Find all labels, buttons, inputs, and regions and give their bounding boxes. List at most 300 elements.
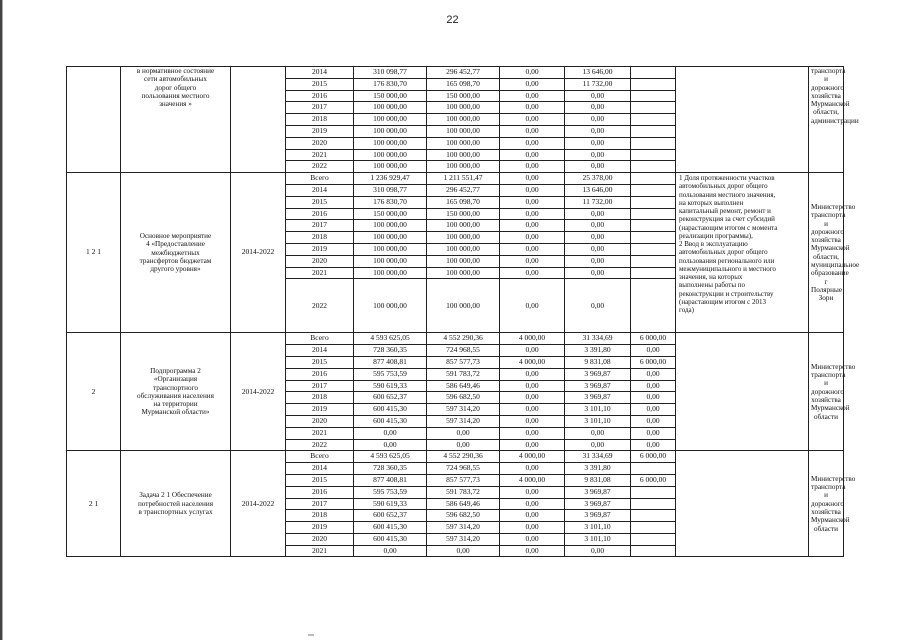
row-other-sources: 6 000,00 <box>631 474 676 486</box>
indicator-line: (нарастающим итогом с момента <box>679 223 778 232</box>
row-local-budget: 25 378,00 <box>565 173 631 185</box>
row-federal-budget: 0,00 <box>500 380 565 392</box>
row-regional-budget: 150 000,00 <box>427 90 500 102</box>
row-local-budget: 0,00 <box>565 90 631 102</box>
row-regional-budget: 724 968,55 <box>427 345 500 357</box>
row-year: 2019 <box>286 125 354 137</box>
row-regional-budget: 586 649,46 <box>427 498 500 510</box>
row-total: 0,00 <box>354 545 427 557</box>
row-local-budget: 3 969,87 <box>565 498 631 510</box>
row-other-sources <box>631 232 676 244</box>
row-regional-budget: 100 000,00 <box>427 220 500 232</box>
row-other-sources: 0,00 <box>631 380 676 392</box>
row-total: 1 236 929,47 <box>354 173 427 185</box>
row-federal-budget: 0,00 <box>500 279 565 333</box>
row-federal-budget: 4 000,00 <box>500 356 565 368</box>
row-federal-budget: 4 000,00 <box>500 451 565 463</box>
row-other-sources: 6 000,00 <box>631 451 676 463</box>
row-other-sources: 0,00 <box>631 439 676 451</box>
row-local-budget: 0,00 <box>565 279 631 333</box>
row-federal-budget: 0,00 <box>500 208 565 220</box>
executor-line: Мурманской <box>811 244 850 253</box>
indicator-line: пользования местного значения, <box>679 190 776 199</box>
row-year: 2021 <box>286 427 354 439</box>
executor-line: администрации <box>811 116 859 125</box>
row-federal-budget: 0,00 <box>500 114 565 126</box>
row-federal-budget: 0,00 <box>500 427 565 439</box>
row-other-sources <box>631 196 676 208</box>
row-federal-budget: 0,00 <box>500 243 565 255</box>
row-federal-budget: 0,00 <box>500 196 565 208</box>
row-regional-budget: 596 682,50 <box>427 510 500 522</box>
row-regional-budget: 4 552 290,36 <box>427 451 500 463</box>
indicator-line: реконструкция за счет субсидий <box>679 215 775 224</box>
indicator-line: реализации программы), <box>679 231 753 240</box>
row-total: 600 652,37 <box>354 510 427 522</box>
indicator-line: 1 Доля протяженности участков <box>679 174 775 183</box>
executor-line: Полярные Зори <box>811 285 843 303</box>
row-total: 4 593 625,05 <box>354 451 427 463</box>
indicator-line: года) <box>679 306 694 315</box>
indicator-line: выполнены работы по <box>679 281 746 290</box>
item-title-line: межбюджетных <box>151 248 200 257</box>
row-local-budget: 3 101,10 <box>565 404 631 416</box>
row-year: 2021 <box>286 267 354 279</box>
row-federal-budget: 0,00 <box>500 102 565 114</box>
row-other-sources <box>631 149 676 161</box>
row-federal-budget: 0,00 <box>500 345 565 357</box>
row-federal-budget: 4 000,00 <box>500 474 565 486</box>
indicator-line: автомобильных дорог общего <box>679 248 768 257</box>
row-total: 728 360,35 <box>354 463 427 475</box>
row-total: 600 415,30 <box>354 415 427 427</box>
indicator-line: капитальный ремонт, ремонт и <box>679 207 771 216</box>
item-executors <box>809 67 859 173</box>
row-other-sources <box>631 173 676 185</box>
row-year: 2022 <box>286 161 354 173</box>
row-year: 2019 <box>286 243 354 255</box>
row-total: 100 000,00 <box>354 255 427 267</box>
row-total: 100 000,00 <box>354 267 427 279</box>
executor-line: хозяйства <box>811 395 841 404</box>
row-year: 2022 <box>286 439 354 451</box>
row-other-sources <box>631 533 676 545</box>
executor-line: хозяйства <box>811 508 841 517</box>
row-total: 100 000,00 <box>354 102 427 114</box>
row-local-budget: 0,00 <box>565 161 631 173</box>
row-year: 2018 <box>286 392 354 404</box>
item-title-line: Задача 2 1 Обеспечение <box>139 491 212 500</box>
row-year: 2014 <box>286 184 354 196</box>
row-federal-budget: 0,00 <box>500 232 565 244</box>
item-title-line: потребностей населения <box>137 499 214 508</box>
row-regional-budget: 857 577,73 <box>427 356 500 368</box>
executor-line: Мурманской <box>811 100 850 109</box>
executor-line: Министерство <box>811 203 856 212</box>
row-other-sources <box>631 255 676 267</box>
row-year: 2016 <box>286 486 354 498</box>
row-regional-budget: 597 314,20 <box>427 533 500 545</box>
row-total: 590 619,33 <box>354 498 427 510</box>
row-other-sources: 0,00 <box>631 404 676 416</box>
row-federal-budget: 4 000,00 <box>500 333 565 345</box>
row-federal-budget: 0,00 <box>500 463 565 475</box>
item-title-line: пользования местного <box>141 91 210 100</box>
executor-line: дорожного <box>811 227 845 236</box>
row-federal-budget: 0,00 <box>500 510 565 522</box>
row-local-budget: 0,00 <box>565 208 631 220</box>
table-row <box>67 173 844 185</box>
row-year: 2020 <box>286 255 354 267</box>
row-other-sources <box>631 137 676 149</box>
row-total: 100 000,00 <box>354 279 427 333</box>
row-year: 2020 <box>286 415 354 427</box>
row-other-sources <box>631 279 676 333</box>
row-federal-budget: 0,00 <box>500 90 565 102</box>
row-other-sources <box>631 463 676 475</box>
row-federal-budget: 0,00 <box>500 404 565 416</box>
row-local-budget: 3 391,80 <box>565 345 631 357</box>
page-number: 22 <box>446 14 459 26</box>
row-federal-budget: 0,00 <box>500 67 565 79</box>
item-title-line: на территории <box>153 400 198 409</box>
row-other-sources: 0,00 <box>631 345 676 357</box>
item-period: 2014-2022 <box>231 173 286 333</box>
row-regional-budget: 296 452,77 <box>427 67 500 79</box>
item-indicators <box>676 67 809 173</box>
row-other-sources: 0,00 <box>631 427 676 439</box>
row-total: 100 000,00 <box>354 243 427 255</box>
row-year: 2016 <box>286 208 354 220</box>
row-local-budget: 11 732,00 <box>565 78 631 90</box>
executor-line: образование г <box>811 269 849 286</box>
row-local-budget: 0,00 <box>565 243 631 255</box>
row-year: 2020 <box>286 137 354 149</box>
row-total: 877 408,81 <box>354 474 427 486</box>
row-year: 2017 <box>286 102 354 114</box>
item-title-line: сети автомобильных <box>144 75 207 84</box>
row-local-budget: 0,00 <box>565 220 631 232</box>
row-total: 176 830,70 <box>354 196 427 208</box>
row-total: 310 098,77 <box>354 67 427 79</box>
row-local-budget: 0,00 <box>565 255 631 267</box>
row-federal-budget: 0,00 <box>500 220 565 232</box>
row-regional-budget: 724 968,55 <box>427 463 500 475</box>
row-local-budget: 0,00 <box>565 232 631 244</box>
row-local-budget: 0,00 <box>565 125 631 137</box>
executor-line: области, <box>813 252 839 261</box>
row-total: 150 000,00 <box>354 208 427 220</box>
item-title-line: «Организация <box>153 375 198 384</box>
item-executors <box>809 173 860 333</box>
row-total: 176 830,70 <box>354 78 427 90</box>
table-row <box>67 451 844 463</box>
row-year: 2019 <box>286 522 354 534</box>
row-total: 310 098,77 <box>354 184 427 196</box>
row-year: 2017 <box>286 498 354 510</box>
table-body <box>67 67 860 557</box>
row-federal-budget: 0,00 <box>500 368 565 380</box>
row-other-sources <box>631 114 676 126</box>
row-federal-budget: 0,00 <box>500 161 565 173</box>
row-other-sources <box>631 486 676 498</box>
item-title <box>121 67 231 173</box>
row-year: 2020 <box>286 533 354 545</box>
row-local-budget: 0,00 <box>565 114 631 126</box>
row-regional-budget: 4 552 290,36 <box>427 333 500 345</box>
row-regional-budget: 100 000,00 <box>427 255 500 267</box>
row-total: 100 000,00 <box>354 125 427 137</box>
item-title-line: дорог общего <box>154 83 197 92</box>
row-local-budget: 3 391,80 <box>565 463 631 475</box>
row-regional-budget: 100 000,00 <box>427 125 500 137</box>
executor-line: Мурманской <box>811 516 850 525</box>
item-title-line: обслуживания населения <box>137 391 214 400</box>
item-code: 2 <box>67 333 121 451</box>
row-regional-budget: 100 000,00 <box>427 232 500 244</box>
row-regional-budget: 100 000,00 <box>427 161 500 173</box>
item-title-line: другого уровня» <box>150 265 201 274</box>
row-other-sources <box>631 498 676 510</box>
scan-edge-shadow <box>2 0 3 640</box>
item-period <box>231 67 286 173</box>
row-other-sources <box>631 208 676 220</box>
executor-line: транспорта и <box>811 211 846 228</box>
row-regional-budget: 596 682,50 <box>427 392 500 404</box>
item-title-line: трансфертов бюджетам <box>139 256 212 265</box>
row-other-sources <box>631 522 676 534</box>
item-title-line: Основное мероприятие <box>139 232 212 241</box>
row-total: 600 415,30 <box>354 522 427 534</box>
indicator-line: значения, на которых <box>679 273 743 282</box>
row-federal-budget: 0,00 <box>500 533 565 545</box>
row-year: 2014 <box>286 345 354 357</box>
row-local-budget: 11 732,00 <box>565 196 631 208</box>
row-federal-budget: 0,00 <box>500 545 565 557</box>
row-regional-budget: 597 314,20 <box>427 415 500 427</box>
row-total: 728 360,35 <box>354 345 427 357</box>
table-row <box>67 333 844 345</box>
row-local-budget: 3 101,10 <box>565 415 631 427</box>
indicator-line: 2 Ввод в эксплуатацию <box>679 240 748 249</box>
row-year: 2016 <box>286 368 354 380</box>
item-title-line: 4 «Предоставление <box>146 240 205 249</box>
row-total: 600 415,30 <box>354 404 427 416</box>
row-regional-budget: 100 000,00 <box>427 279 500 333</box>
row-total: 600 415,30 <box>354 533 427 545</box>
row-federal-budget: 0,00 <box>500 184 565 196</box>
row-regional-budget: 0,00 <box>427 545 500 557</box>
row-local-budget: 0,00 <box>565 545 631 557</box>
item-indicators <box>676 451 809 557</box>
row-regional-budget: 591 783,72 <box>427 368 500 380</box>
executor-line: области <box>813 524 839 533</box>
row-local-budget: 9 831,08 <box>565 356 631 368</box>
row-local-budget: 0,00 <box>565 267 631 279</box>
row-local-budget: 3 969,87 <box>565 368 631 380</box>
item-code: 2 1 <box>67 451 121 557</box>
row-regional-budget: 857 577,73 <box>427 474 500 486</box>
executor-line: дорожного <box>811 499 845 508</box>
item-code: 1 2 1 <box>67 173 121 333</box>
item-title <box>121 333 231 451</box>
row-year: 2015 <box>286 78 354 90</box>
item-title-line: в нормативное состояние <box>136 67 215 75</box>
row-other-sources: 0,00 <box>631 392 676 404</box>
row-federal-budget: 0,00 <box>500 522 565 534</box>
row-regional-budget: 100 000,00 <box>427 267 500 279</box>
row-total: 150 000,00 <box>354 90 427 102</box>
row-total: 595 753,59 <box>354 368 427 380</box>
table-row <box>67 67 844 79</box>
row-federal-budget: 0,00 <box>500 392 565 404</box>
row-regional-budget: 597 314,20 <box>427 404 500 416</box>
executor-line: области, <box>813 108 839 117</box>
row-local-budget: 31 334,69 <box>565 333 631 345</box>
executor-line: хозяйства <box>811 236 841 245</box>
scan-mark <box>308 634 314 636</box>
executor-line: Мурманской <box>811 404 850 413</box>
executor-line: транспорта и <box>811 483 846 500</box>
row-year: 2017 <box>286 220 354 232</box>
executor-line: транспорта и <box>811 67 846 84</box>
row-total: 100 000,00 <box>354 232 427 244</box>
row-regional-budget: 165 098,70 <box>427 196 500 208</box>
row-year: 2018 <box>286 114 354 126</box>
executor-line: области <box>813 412 839 421</box>
row-other-sources <box>631 267 676 279</box>
row-other-sources <box>631 125 676 137</box>
row-local-budget: 3 969,87 <box>565 510 631 522</box>
executor-line: муниципальное <box>811 261 860 270</box>
row-year: Всего <box>286 451 354 463</box>
row-federal-budget: 0,00 <box>500 149 565 161</box>
row-local-budget: 0,00 <box>565 102 631 114</box>
executor-line: транспорта и <box>811 371 846 388</box>
item-title-line: Мурманской области» <box>141 408 210 417</box>
row-regional-budget: 165 098,70 <box>427 78 500 90</box>
row-total: 0,00 <box>354 427 427 439</box>
executor-line: Министерство <box>811 474 856 483</box>
indicator-line: (нарастающим итогом с 2013 <box>679 297 767 306</box>
row-year: 2015 <box>286 474 354 486</box>
row-total: 595 753,59 <box>354 486 427 498</box>
item-title-line: транспортного <box>153 383 198 392</box>
item-title-line: значения » <box>159 100 192 109</box>
row-year: 2014 <box>286 463 354 475</box>
row-year: 2022 <box>286 279 354 333</box>
row-federal-budget: 0,00 <box>500 125 565 137</box>
executor-line: дорожного <box>811 387 845 396</box>
row-year: 2018 <box>286 510 354 522</box>
executor-line: хозяйства <box>811 91 841 100</box>
row-federal-budget: 0,00 <box>500 439 565 451</box>
row-year: 2018 <box>286 232 354 244</box>
item-title-line: в транспортных услугах <box>138 508 213 517</box>
row-other-sources <box>631 67 676 79</box>
row-local-budget: 9 831,08 <box>565 474 631 486</box>
row-other-sources <box>631 220 676 232</box>
indicator-line: реконструкции и строительству <box>679 289 774 298</box>
row-total: 100 000,00 <box>354 161 427 173</box>
row-total: 600 652,37 <box>354 392 427 404</box>
row-other-sources <box>631 184 676 196</box>
row-regional-budget: 150 000,00 <box>427 208 500 220</box>
row-local-budget: 3 969,87 <box>565 392 631 404</box>
row-other-sources <box>631 545 676 557</box>
row-federal-budget: 0,00 <box>500 255 565 267</box>
item-period: 2014-2022 <box>231 451 286 557</box>
row-local-budget: 0,00 <box>565 137 631 149</box>
row-total: 100 000,00 <box>354 220 427 232</box>
row-regional-budget: 100 000,00 <box>427 137 500 149</box>
indicator-line: автомобильных дорог общего <box>679 182 768 191</box>
executor-line: дорожного <box>811 83 845 92</box>
row-local-budget: 31 334,69 <box>565 451 631 463</box>
row-regional-budget: 100 000,00 <box>427 102 500 114</box>
row-year: 2016 <box>286 90 354 102</box>
row-federal-budget: 0,00 <box>500 415 565 427</box>
row-year: 2019 <box>286 404 354 416</box>
item-executors <box>809 333 856 451</box>
executor-line: Министерство <box>811 362 856 371</box>
row-regional-budget: 1 211 551,47 <box>427 173 500 185</box>
indicator-line: пользования регионального или <box>679 256 775 265</box>
row-regional-budget: 100 000,00 <box>427 114 500 126</box>
row-local-budget: 3 101,10 <box>565 533 631 545</box>
row-year: Всего <box>286 333 354 345</box>
row-other-sources <box>631 78 676 90</box>
row-other-sources <box>631 243 676 255</box>
row-other-sources: 0,00 <box>631 415 676 427</box>
row-year: 2014 <box>286 67 354 79</box>
row-federal-budget: 0,00 <box>500 267 565 279</box>
row-federal-budget: 0,00 <box>500 498 565 510</box>
item-indicators <box>676 333 809 451</box>
row-year: 2017 <box>286 380 354 392</box>
row-regional-budget: 0,00 <box>427 427 500 439</box>
row-regional-budget: 597 314,20 <box>427 522 500 534</box>
item-period: 2014-2022 <box>231 333 286 451</box>
row-regional-budget: 296 452,77 <box>427 184 500 196</box>
row-other-sources <box>631 510 676 522</box>
row-year: 2021 <box>286 545 354 557</box>
row-local-budget: 3 101,10 <box>565 522 631 534</box>
item-title-line: Подпрограмма 2 <box>150 366 201 375</box>
row-year: Всего <box>286 173 354 185</box>
row-total: 100 000,00 <box>354 114 427 126</box>
row-total: 100 000,00 <box>354 137 427 149</box>
row-local-budget: 3 969,87 <box>565 486 631 498</box>
row-federal-budget: 0,00 <box>500 137 565 149</box>
row-local-budget: 0,00 <box>565 439 631 451</box>
row-year: 2015 <box>286 196 354 208</box>
item-code <box>67 67 121 173</box>
row-total: 4 593 625,05 <box>354 333 427 345</box>
row-other-sources <box>631 90 676 102</box>
item-indicators <box>676 173 809 333</box>
row-federal-budget: 0,00 <box>500 173 565 185</box>
row-regional-budget: 586 649,46 <box>427 380 500 392</box>
row-total: 590 619,33 <box>354 380 427 392</box>
indicator-line: межмуниципального и местного <box>679 264 776 273</box>
row-total: 877 408,81 <box>354 356 427 368</box>
indicator-line: на которых выполнен <box>679 198 744 207</box>
row-other-sources <box>631 102 676 114</box>
row-year: 2021 <box>286 149 354 161</box>
item-title <box>121 451 231 557</box>
row-federal-budget: 0,00 <box>500 78 565 90</box>
